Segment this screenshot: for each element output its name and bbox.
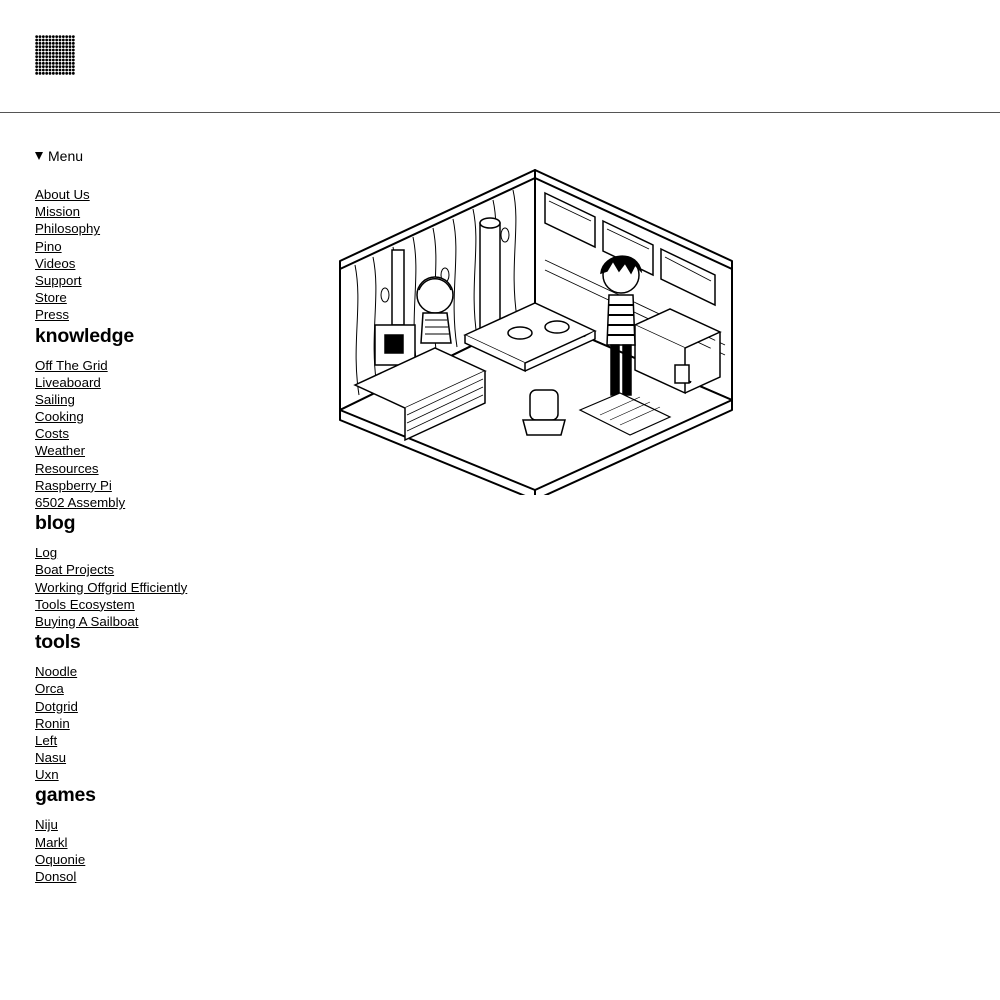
dot-grid-logo-icon[interactable] bbox=[35, 35, 75, 75]
link-noodle[interactable]: Noodle bbox=[35, 664, 78, 680]
menu-link-mission[interactable]: Mission bbox=[35, 204, 81, 220]
menu-link-pino[interactable]: Pino bbox=[35, 238, 62, 254]
list-item bbox=[35, 698, 295, 715]
list-item bbox=[35, 306, 295, 323]
list-item bbox=[35, 272, 295, 289]
link-weather[interactable]: Weather bbox=[35, 443, 86, 459]
link-working-offgrid-efficiently[interactable]: Working Offgrid Efficiently bbox=[35, 579, 188, 595]
section-heading-blog: blog bbox=[35, 512, 76, 535]
section-heading-tools: tools bbox=[35, 631, 81, 654]
boat-cabin-illustration bbox=[335, 165, 735, 495]
triangle-down-icon bbox=[35, 152, 43, 160]
link-6502-assembly[interactable]: 6502 Assembly bbox=[35, 495, 126, 510]
list-item bbox=[35, 425, 295, 442]
list-item bbox=[35, 732, 295, 749]
link-left[interactable]: Left bbox=[35, 732, 58, 748]
list-item bbox=[35, 220, 295, 237]
list-item bbox=[35, 816, 295, 833]
link-resources[interactable]: Resources bbox=[35, 460, 99, 476]
link-tools-ecosystem[interactable]: Tools Ecosystem bbox=[35, 596, 135, 612]
link-niju[interactable]: Niju bbox=[35, 817, 58, 833]
list-item bbox=[35, 851, 295, 868]
list-item bbox=[35, 255, 295, 272]
list-item bbox=[35, 442, 295, 459]
link-buying-a-sailboat[interactable]: Buying A Sailboat bbox=[35, 613, 139, 629]
knowledge-list bbox=[35, 357, 295, 512]
menu-link-press[interactable]: Press bbox=[35, 307, 69, 323]
menu-list bbox=[35, 186, 295, 324]
list-item bbox=[35, 408, 295, 425]
list-item bbox=[35, 357, 295, 374]
list-item bbox=[35, 680, 295, 697]
list-item bbox=[35, 544, 295, 561]
blog-list bbox=[35, 544, 295, 630]
link-uxn[interactable]: Uxn bbox=[35, 767, 59, 783]
list-item bbox=[35, 203, 295, 220]
link-costs[interactable]: Costs bbox=[35, 426, 69, 442]
list-item bbox=[35, 374, 295, 391]
link-ronin[interactable]: Ronin bbox=[35, 715, 70, 731]
menu-toggle[interactable] bbox=[35, 148, 295, 164]
section-heading-games: games bbox=[35, 784, 96, 807]
link-liveaboard[interactable]: Liveaboard bbox=[35, 374, 101, 390]
list-item bbox=[35, 289, 295, 306]
list-item bbox=[35, 766, 295, 783]
list-item bbox=[35, 460, 295, 477]
link-boat-projects[interactable]: Boat Projects bbox=[35, 562, 115, 578]
list-item bbox=[35, 579, 295, 596]
games-list bbox=[35, 816, 295, 885]
menu-toggle-label: Menu bbox=[48, 148, 84, 164]
link-log[interactable]: Log bbox=[35, 545, 58, 561]
link-markl[interactable]: Markl bbox=[35, 834, 68, 850]
list-item bbox=[35, 663, 295, 680]
sidebar-nav bbox=[35, 148, 295, 885]
section-heading-knowledge: knowledge bbox=[35, 324, 134, 347]
link-cooking[interactable]: Cooking bbox=[35, 409, 84, 425]
list-item bbox=[35, 561, 295, 578]
link-orca[interactable]: Orca bbox=[35, 681, 64, 697]
list-item bbox=[35, 715, 295, 732]
site-header bbox=[0, 0, 1000, 113]
menu-link-support[interactable]: Support bbox=[35, 272, 82, 288]
link-donsol[interactable]: Donsol bbox=[35, 869, 77, 884]
link-dotgrid[interactable]: Dotgrid bbox=[35, 698, 78, 714]
link-oquonie[interactable]: Oquonie bbox=[35, 851, 86, 867]
list-item bbox=[35, 391, 295, 408]
link-nasu[interactable]: Nasu bbox=[35, 750, 67, 766]
link-off-the-grid[interactable]: Off The Grid bbox=[35, 357, 108, 373]
menu-link-philosophy[interactable]: Philosophy bbox=[35, 221, 101, 237]
list-item bbox=[35, 834, 295, 851]
list-item bbox=[35, 749, 295, 766]
list-item bbox=[35, 494, 295, 511]
link-raspberry-pi[interactable]: Raspberry Pi bbox=[35, 477, 112, 493]
list-item bbox=[35, 477, 295, 494]
link-sailing[interactable]: Sailing bbox=[35, 391, 75, 407]
menu-link-about-us[interactable]: About Us bbox=[35, 187, 90, 202]
list-item bbox=[35, 596, 295, 613]
menu-link-videos[interactable]: Videos bbox=[35, 255, 76, 271]
list-item bbox=[35, 868, 295, 885]
list-item bbox=[35, 613, 295, 630]
list-item bbox=[35, 186, 295, 203]
menu-link-store[interactable]: Store bbox=[35, 290, 67, 306]
list-item bbox=[35, 238, 295, 255]
tools-list bbox=[35, 663, 295, 783]
